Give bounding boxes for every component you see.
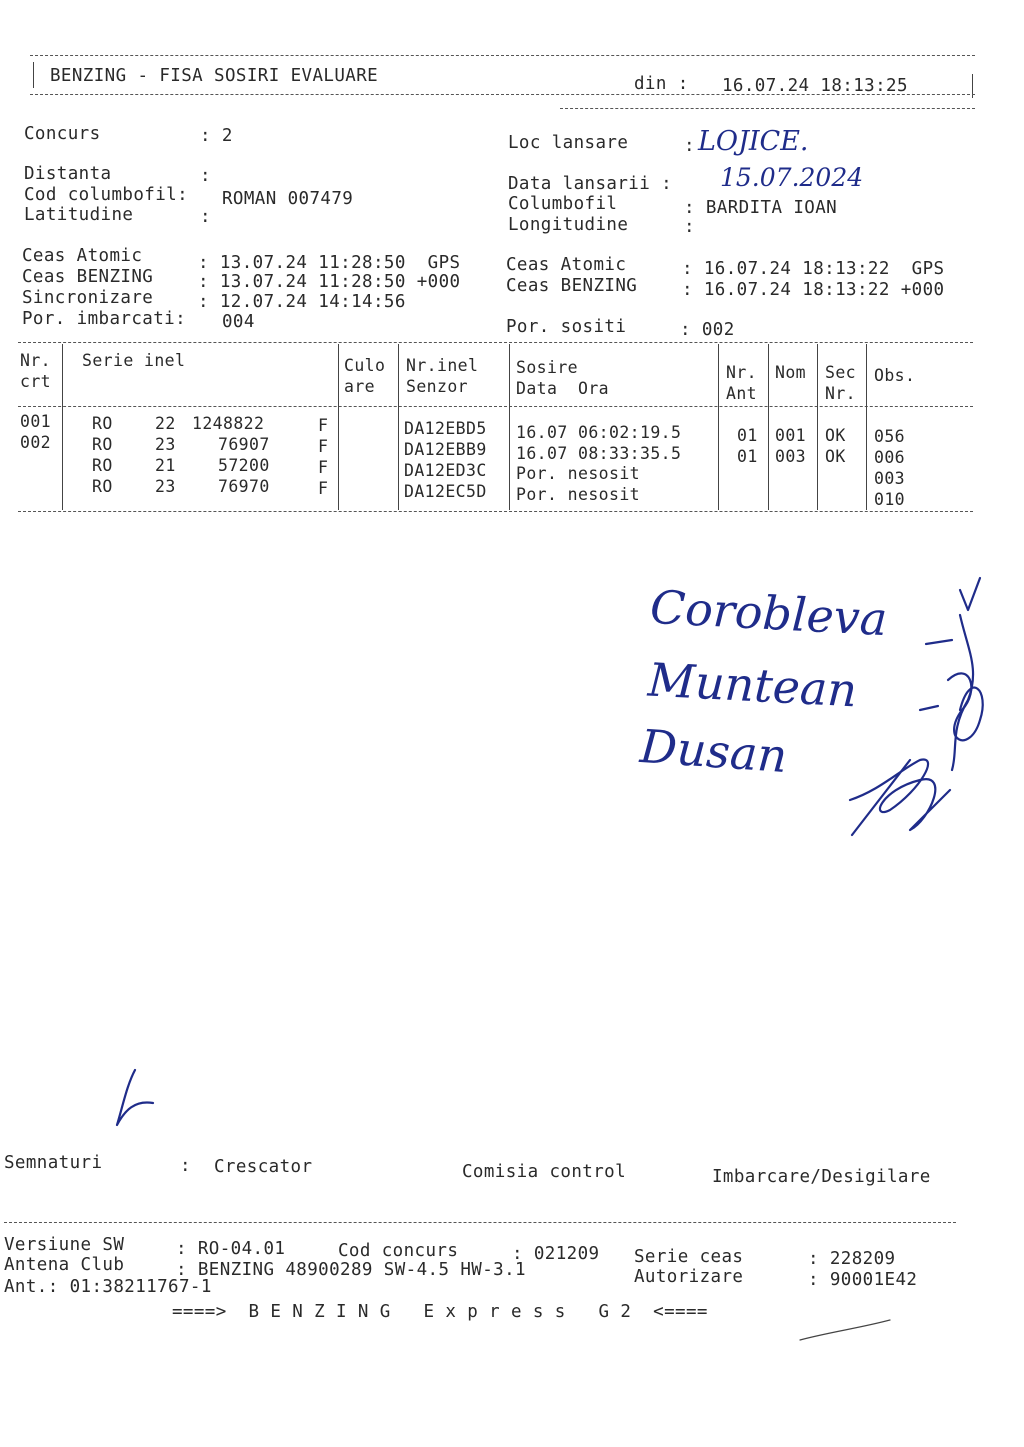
cell-nom: 001 — [775, 426, 807, 445]
col-header-nr-inel-senzor: Nr.inel Senzor — [406, 356, 479, 396]
cell-crt: 001 — [20, 412, 52, 431]
col-header-nr-crt: Nr. crt — [20, 351, 52, 391]
header-bottom-border — [30, 94, 975, 95]
col-header-nom: Nom — [775, 363, 807, 382]
col-sep-culoare — [398, 344, 399, 510]
cell-sec: OK — [825, 426, 846, 445]
ceas-benzing-right-label: Ceas BENZING — [506, 276, 638, 296]
cell-year: 23 — [155, 477, 176, 496]
cod-concurs-value: : 021209 — [512, 1244, 600, 1264]
cell-arrival: Por. nesosit — [516, 464, 641, 483]
loc-lansare-handwritten: LOJICE. — [698, 126, 809, 157]
data-lansarii-label: Data lansarii : — [508, 174, 673, 194]
ceas-atomic-left-label: Ceas Atomic — [22, 246, 143, 266]
cell-sex: F — [318, 458, 329, 477]
ceas-benzing-right-value: : 16.07.24 18:13:22 +000 — [682, 280, 945, 300]
cell-sensor: DA12EBD5 — [404, 419, 487, 438]
header-din-label: din : — [634, 74, 689, 94]
signatures-colon: : — [180, 1156, 191, 1176]
col-header-sosire: Sosire Data Ora — [516, 358, 610, 398]
longitudine-label: Longitudine — [508, 215, 629, 235]
signature-crescator: Crescator — [214, 1157, 313, 1177]
ceas-benzing-left-value: : 13.07.24 11:28:50 +000 — [198, 272, 461, 292]
col-sep-senzor — [509, 344, 510, 510]
cell-obs: 003 — [874, 469, 906, 488]
document-title: BENZING - FISA SOSIRI EVALUARE — [50, 66, 379, 86]
cell-ring: 57200 — [218, 456, 270, 475]
distanta-label: Distanta — [24, 164, 112, 184]
cell-country: RO — [92, 477, 113, 496]
stray-pen-mark — [790, 1310, 910, 1350]
header-top-border — [30, 55, 975, 56]
data-lansarii-handwritten: 15.07.2024 — [720, 163, 864, 192]
col-header-serie-inel: Serie inel — [82, 351, 186, 370]
benzing-banner: ====> B E N Z I N G E x p r e s s G 2 <==== — [172, 1302, 708, 1322]
handwritten-name-3: Dusan — [638, 718, 789, 784]
cell-obs: 006 — [874, 448, 906, 467]
cell-obs: 010 — [874, 490, 906, 509]
cell-country: RO — [92, 414, 113, 433]
versiune-sw-label: Versiune SW — [4, 1235, 125, 1255]
cell-country: RO — [92, 456, 113, 475]
cell-sex: F — [318, 416, 329, 435]
col-header-nr-ant: Nr. Ant — [726, 363, 758, 403]
cell-year: 21 — [155, 456, 176, 475]
concurs-label: Concurs — [24, 124, 101, 144]
columbofil-value: : BARDITA IOAN — [684, 198, 838, 218]
por-imbarcati-value: 004 — [222, 312, 255, 332]
cod-concurs-label: Cod concurs — [338, 1241, 459, 1261]
ceas-atomic-right-value: : 16.07.24 18:13:22 GPS — [682, 259, 945, 279]
por-sositi-value: : 002 — [680, 320, 735, 340]
col-sep-serie — [338, 344, 339, 510]
latitudine-value: : — [200, 207, 211, 227]
cell-sex: F — [318, 479, 329, 498]
cell-ant: 01 — [737, 447, 758, 466]
loc-lansare-colon: : — [684, 136, 695, 156]
cell-ring: 1248822 — [192, 414, 265, 433]
cell-sensor: DA12ED3C — [404, 461, 487, 480]
cell-arrival: 16.07 06:02:19.5 — [516, 423, 682, 442]
autorizare-label: Autorizare — [634, 1267, 744, 1287]
header-bottom-border-2 — [560, 108, 975, 109]
por-imbarcati-label: Por. imbarcati: — [22, 309, 187, 329]
versiune-sw-value: : RO-04.01 — [176, 1239, 286, 1259]
signature-imbarcare-desigilare: Imbarcare/Desigilare — [712, 1167, 931, 1187]
ceas-atomic-left-value: : 13.07.24 11:28:50 GPS — [198, 253, 461, 273]
distanta-value: : — [200, 166, 211, 186]
cell-crt: 002 — [20, 433, 52, 452]
ceas-atomic-right-label: Ceas Atomic — [506, 255, 627, 275]
col-header-culoare: Culo are — [344, 356, 386, 396]
cell-ring: 76907 — [218, 435, 270, 454]
cell-sex: F — [318, 437, 329, 456]
serie-ceas-value: : 228209 — [808, 1249, 896, 1269]
cell-sec: OK — [825, 447, 846, 466]
table-header-border — [18, 406, 973, 407]
sincronizare-label: Sincronizare — [22, 288, 154, 308]
table-top-border — [18, 342, 973, 343]
header-din-value: 16.07.24 18:13:25 — [722, 76, 908, 96]
loc-lansare-label: Loc lansare — [508, 133, 629, 153]
table-bottom-border — [18, 511, 973, 512]
autorizare-value: : 90001E42 — [808, 1270, 918, 1290]
crescator-signature-stroke — [105, 1065, 165, 1135]
cell-obs: 056 — [874, 427, 906, 446]
col-header-sec-nr: Sec Nr. — [825, 363, 857, 403]
cell-year: 23 — [155, 435, 176, 454]
cod-columbofil-value: ROMAN 007479 — [222, 189, 354, 209]
col-sep-ant — [768, 344, 769, 510]
signatures-label: Semnaturi — [4, 1153, 103, 1173]
cell-sensor: DA12EBB9 — [404, 440, 487, 459]
cell-sensor: DA12EC5D — [404, 482, 487, 501]
antena-club-label: Antena Club — [4, 1255, 125, 1275]
cod-columbofil-label: Cod columbofil: — [24, 185, 189, 205]
longitudine-value: : — [684, 217, 695, 237]
col-header-obs: Obs. — [874, 366, 916, 385]
cell-arrival: 16.07 08:33:35.5 — [516, 444, 682, 463]
signature-comisia-control: Comisia control — [462, 1162, 627, 1182]
cell-ring: 76970 — [218, 477, 270, 496]
por-sositi-label: Por. sositi — [506, 317, 627, 337]
ant-line: Ant.: 01:38211767-1 — [4, 1277, 212, 1297]
col-sep-crt — [62, 344, 63, 510]
handwritten-name-2: Muntean — [646, 652, 859, 718]
col-sep-sec — [866, 344, 867, 510]
handwritten-name-1: Corobleva — [648, 579, 889, 647]
col-sep-nom — [817, 344, 818, 510]
cell-country: RO — [92, 435, 113, 454]
cell-arrival: Por. nesosit — [516, 485, 641, 504]
ceas-benzing-left-label: Ceas BENZING — [22, 267, 154, 287]
concurs-value: : 2 — [200, 126, 233, 146]
header-left-border — [33, 62, 34, 88]
col-sep-sosire — [718, 344, 719, 510]
footer-top-border — [4, 1222, 956, 1223]
latitudine-label: Latitudine — [24, 205, 134, 225]
antena-club-value: : BENZING 48900289 SW-4.5 HW-3.1 — [176, 1260, 526, 1280]
serie-ceas-label: Serie ceas — [634, 1247, 744, 1267]
cell-year: 22 — [155, 414, 176, 433]
cell-nom: 003 — [775, 447, 807, 466]
cell-ant: 01 — [737, 426, 758, 445]
columbofil-label: Columbofil — [508, 194, 618, 214]
sincronizare-value: : 12.07.24 14:14:56 — [198, 292, 406, 312]
